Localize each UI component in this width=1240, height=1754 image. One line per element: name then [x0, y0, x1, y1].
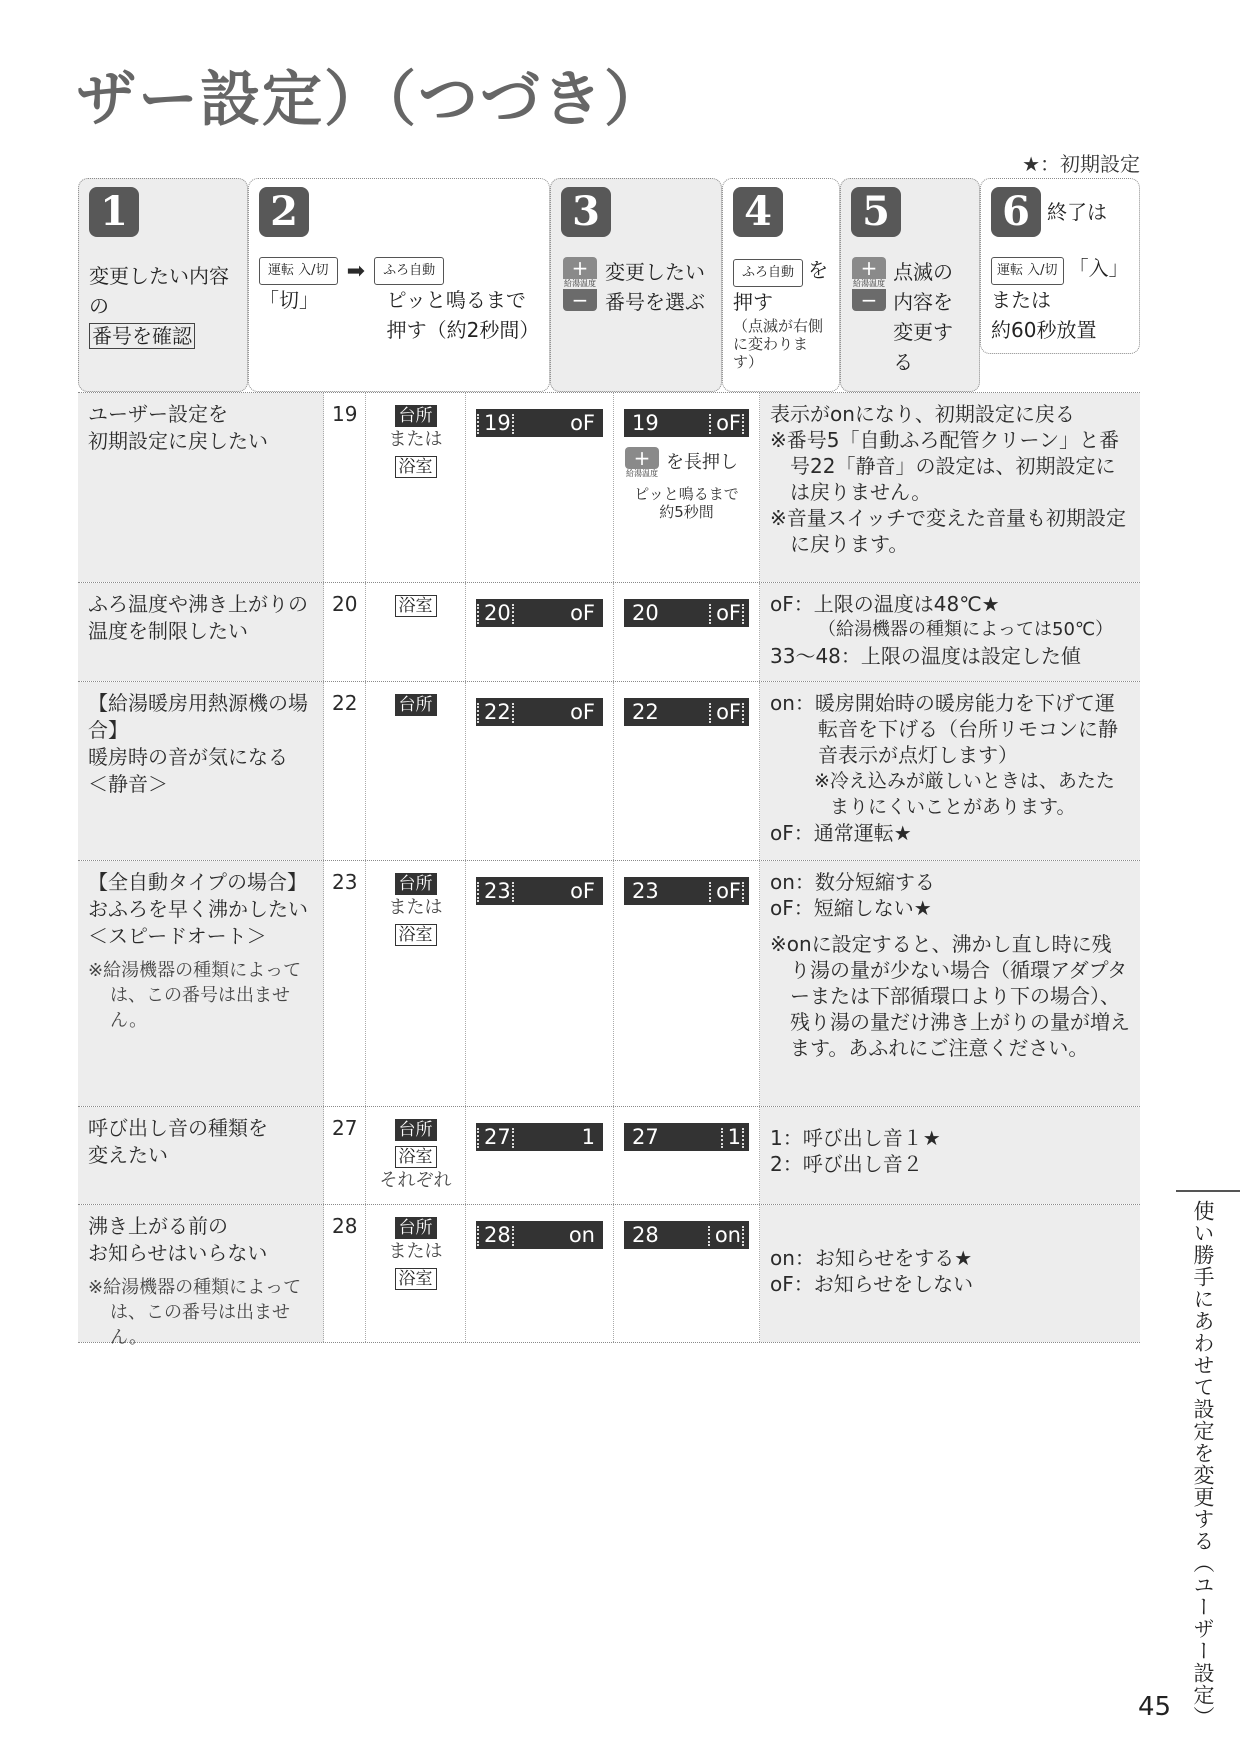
temp-updown-icon: + 給湯温度 −: [853, 256, 886, 312]
table-row: [78, 861, 1140, 1107]
kitchen-remote-badge: 台所: [395, 1217, 437, 1239]
step-6: [980, 178, 1140, 354]
table-row: [78, 393, 1140, 583]
lcd-display-number-blink: 28 on: [476, 1221, 603, 1249]
row-purpose: 沸き上がる前の: [88, 1214, 228, 1238]
kitchen-remote-badge: 台所: [395, 873, 437, 895]
lcd-display-number-blink: 27 1: [476, 1123, 603, 1151]
lcd-display-value-blink: 22 oF: [624, 698, 749, 726]
step-3: [550, 178, 722, 392]
row-description: ※冷え込みが厳しいときは、あたたまりにくいことがあります。: [814, 770, 1115, 818]
step-3-text-a: 変更したい: [605, 260, 705, 284]
row-purpose-note: ※給湯機器の種類によっては、この番号は出ません。: [88, 960, 302, 1031]
step-1-text: 変更したい内容の: [89, 264, 229, 318]
row-purpose: お知らせはいらない: [88, 1241, 268, 1265]
row-description: on：暖房開始時の暖房能力を下げて運転音を下げる（台所リモコンに静音表示が点灯します）: [770, 691, 1118, 767]
row-number: 20: [324, 583, 366, 681]
table-row: [78, 682, 1140, 861]
table-row: [78, 583, 1140, 682]
lcd-display-number-blink: 19 oF: [476, 409, 603, 437]
row-description: on：数分短縮する: [770, 870, 935, 894]
kitchen-remote-badge: 台所: [395, 405, 437, 427]
lcd-display-value-blink: 27 1: [624, 1123, 749, 1151]
lcd-display-value-blink: 28 on: [624, 1221, 749, 1249]
row-purpose: ＜スピードオート＞: [88, 924, 267, 948]
row-description: on：お知らせをする★: [770, 1246, 973, 1270]
row-purpose: おふろを早く沸かしたい: [88, 897, 308, 921]
kitchen-remote-badge: 台所: [395, 1119, 437, 1141]
page-title: ザー設定）（つづき）: [76, 65, 666, 135]
side-tab-rule: [1176, 1190, 1240, 1192]
row-description: ※音量スイッチで変えた音量も初期設定に戻ります。: [770, 506, 1126, 556]
step-6-head: 終了は: [1047, 200, 1107, 224]
row-number: 19: [324, 393, 366, 582]
side-tab-label: 使い勝手にあわせて設定を変更する（ユーザー設定）: [1191, 1200, 1215, 1728]
row-description: oF：お知らせをしない: [770, 1272, 974, 1296]
row-number: 28: [324, 1205, 366, 1342]
lcd-display-value-blink: 19 oF: [624, 409, 749, 437]
lcd-display-number-blink: 22 oF: [476, 698, 603, 726]
step-number-4: 4: [733, 187, 783, 237]
step-1-boxed-text: 番号を確認: [89, 323, 195, 349]
row-purpose: ＜静音＞: [88, 772, 168, 796]
row-purpose-note: ※給湯機器の種類によっては、この番号は出ません。: [88, 1277, 302, 1348]
row-purpose: ユーザー設定を: [88, 402, 228, 426]
bath-remote-badge: 浴室: [395, 924, 437, 946]
row-description: 1：呼び出し音１★: [770, 1126, 941, 1150]
power-key[interactable]: 運転 入/切: [991, 257, 1064, 285]
row-description: （給湯機器の種類によっては50℃）: [818, 619, 1114, 640]
step-4-text: 押す: [733, 289, 773, 314]
step-6-text-b: 約60秒放置: [991, 317, 1097, 342]
step-2: [248, 178, 550, 392]
kitchen-remote-badge: 台所: [395, 694, 437, 716]
lcd-display-value-blink: 20 oF: [624, 599, 749, 627]
row-purpose: ふろ温度や沸き上がりの: [88, 592, 308, 616]
bath-auto-key[interactable]: ふろ自動: [374, 257, 444, 285]
rc-or-text: または: [388, 897, 443, 918]
step-2-text-a: ピッと鳴るまで: [386, 288, 526, 312]
table-row: [78, 1205, 1140, 1348]
steps-panel: [78, 178, 1140, 392]
lcd-display-value-blink: 23 oF: [624, 877, 749, 905]
step-number-1: 1: [89, 187, 139, 237]
step-3-text-b: 番号を選ぶ: [605, 290, 705, 314]
rc-each-text: それぞれ: [379, 1170, 452, 1191]
row-description: oF：上限の温度は48℃★: [770, 592, 1000, 616]
hold-duration-note: ピッと鳴るまで 約5秒間: [634, 485, 739, 521]
row-number: 22: [324, 682, 366, 860]
step-6-text-a: または: [991, 287, 1051, 312]
bath-remote-badge: 浴室: [395, 456, 437, 478]
row-number: 27: [324, 1107, 366, 1204]
step-2-text-b: 押す（約2秒間）: [386, 318, 540, 342]
row-purpose: 温度を制限したい: [88, 619, 248, 643]
step-5-text-a: 点滅の: [893, 260, 954, 284]
step-6-on-text: 「入」: [1068, 256, 1129, 280]
temp-updown-icon: + 給湯温度 −: [564, 256, 596, 312]
power-key[interactable]: 運転 入/切: [259, 257, 338, 285]
arrow-right-icon: ➡: [346, 258, 366, 284]
bath-remote-badge: 浴室: [395, 595, 437, 617]
row-purpose: 呼び出し音の種類を: [88, 1116, 268, 1140]
step-number-2: 2: [259, 187, 309, 237]
settings-table: [78, 392, 1140, 1348]
hold-text: を長押し: [666, 452, 738, 473]
row-description: ※onに設定すると、沸かし直し時に残り湯の量が少ない場合（循環アダプターまたは下部循環口より下の場合）、残り湯の量だけ沸き上がりの量が増えます。あふれにご注意ください。: [770, 932, 1130, 1060]
step-4-note: （点滅が右側に変わります）: [733, 316, 824, 371]
row-purpose: 【全自動タイプの場合】: [88, 870, 307, 894]
row-description: ※番号5「自動ふろ配管クリーン」と番号22「静音」の設定は、初期設定には戻りません。: [770, 428, 1120, 504]
step-5: [840, 178, 980, 392]
legend-note: ★：初期設定: [1022, 152, 1140, 176]
row-description: 33〜48：上限の温度は設定した値: [770, 644, 1081, 668]
step-number-5: 5: [851, 187, 901, 237]
bath-remote-badge: 浴室: [395, 1146, 437, 1168]
row-purpose: 初期設定に戻したい: [88, 429, 268, 453]
step-4-particle: を: [808, 258, 829, 282]
bath-remote-badge: 浴室: [395, 1268, 437, 1290]
rc-or-text: または: [388, 1241, 443, 1262]
step-4: [722, 178, 840, 392]
rc-or-text: または: [388, 429, 443, 450]
step-5-text-c: 変更する: [893, 320, 954, 374]
bath-auto-key[interactable]: ふろ自動: [733, 259, 803, 287]
step-number-3: 3: [561, 187, 611, 237]
step-number-6: 6: [991, 187, 1041, 237]
table-row: [78, 1107, 1140, 1205]
row-description: oF：通常運転★: [770, 821, 912, 845]
step-1: [78, 178, 248, 392]
row-description: 表示がonになり、初期設定に戻る: [770, 402, 1075, 426]
row-purpose: 変えたい: [88, 1143, 168, 1167]
lcd-display-number-blink: 20 oF: [476, 599, 603, 627]
step-2-off-text: 「切」: [259, 288, 319, 312]
row-description: 2：呼び出し音２: [770, 1152, 923, 1176]
row-description: oF：短縮しない★: [770, 896, 932, 920]
row-number: 23: [324, 861, 366, 1106]
row-purpose: 暖房時の音が気になる: [88, 745, 288, 769]
page-number: 45: [1138, 1692, 1172, 1722]
lcd-display-number-blink: 23 oF: [476, 877, 603, 905]
row-purpose: 【給湯暖房用熱源機の場合】: [88, 691, 308, 742]
step-5-text-b: 内容を: [893, 290, 954, 314]
temp-plus-icon: + 給湯温度: [626, 446, 658, 478]
